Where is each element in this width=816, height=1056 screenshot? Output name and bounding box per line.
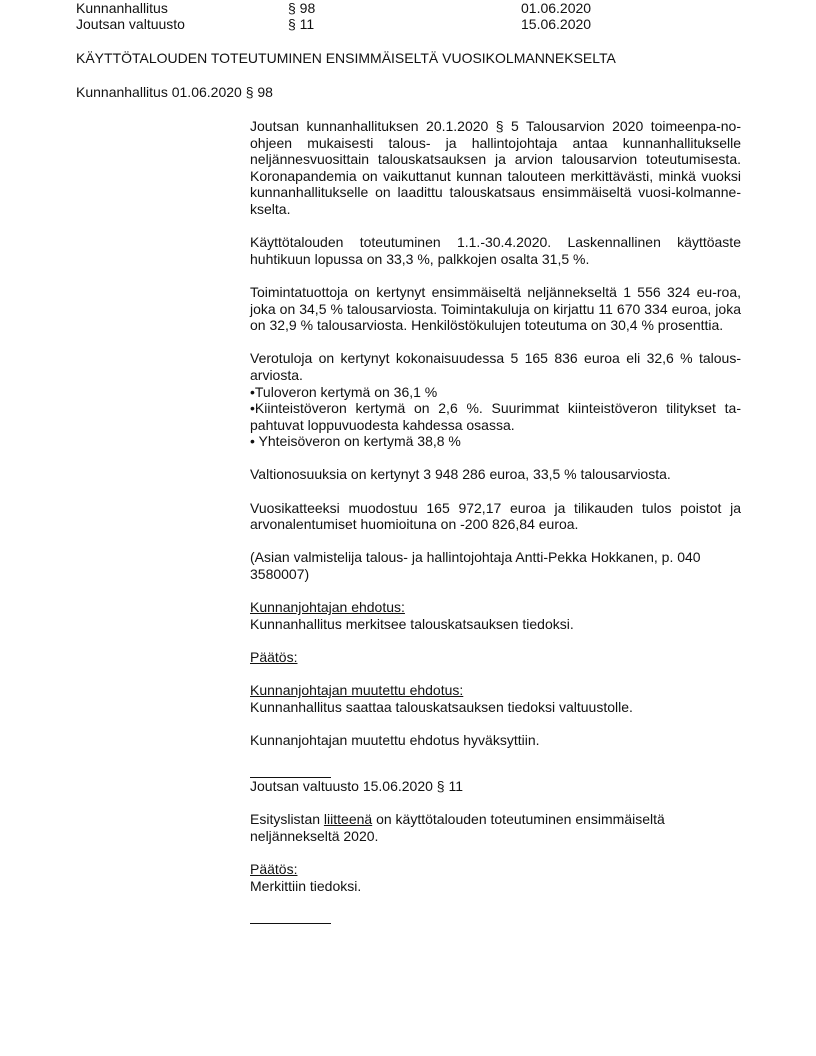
header-body: Kunnanhallitus — [76, 0, 168, 16]
council-decision-text: Merkittiin tiedoksi. — [250, 877, 362, 894]
meeting-line: Kunnanhallitus 01.06.2020 § 98 — [76, 84, 273, 100]
paragraph: Toimintatuottoja on kertynyt ensimmäiseltä neljännekseltä 1 556 324 eu-roa, joka on 34,5 % talousarviosta. Toimintakuluja on kirjattu 11 670 334 euroa, joka on 32,9 % talousarviosta. Henkilöstökulujen toteutuma on 30,4 % prosenttia. — [250, 283, 741, 334]
header-section: § 98 — [288, 0, 316, 16]
council-decision-heading: Päätös: — [250, 861, 298, 878]
header-date: 15.06.2020 — [521, 16, 592, 32]
proposal-heading: Kunnanjohtajan ehdotus: — [250, 599, 405, 616]
council-meeting-line: Joutsan valtuusto 15.06.2020 § 11 — [250, 778, 464, 795]
bullet-item: •Kiinteistöveron kertymä on 2,6 %. Suurimmat kiinteistöveron tilitykset ta-pahtuvat loppuvuodesta kahdessa osassa. — [250, 400, 741, 433]
proposal-accepted: Kunnanjohtajan muutettu ehdotus hyväksyttiin. — [250, 731, 540, 748]
paragraph: Verotuloja on kertynyt kokonaisuudessa 5 165 836 euroa eli 32,6 % talous-arviosta. — [250, 350, 741, 383]
header-row — [76, 0, 776, 17]
paragraph: Valtionosuuksia on kertynyt 3 948 286 euroa, 33,5 % talousarviosta. — [250, 466, 671, 483]
bullet-item: •Tuloveron kertymä on 36,1 % — [250, 383, 438, 400]
attachment-paragraph — [250, 811, 690, 844]
header-body: Joutsan valtuusto — [76, 16, 185, 32]
attachment-text: on käyttötalouden toteutuminen ensimmäiseltä neljännekseltä 2020. — [250, 811, 665, 844]
paragraph: Vuosikatteeksi muodostuu 165 972,17 euroa ja tilikauden tulos poistot ja arvonalentumiset huomioituna on -200 826,84 euroa. — [250, 499, 741, 533]
header-date: 01.06.2020 — [521, 0, 592, 16]
decision-heading: Päätös: — [250, 649, 298, 665]
bullet-item: • Yhteisöveron on kertymä 38,8 % — [250, 433, 461, 450]
header-row — [76, 16, 776, 33]
header-section: § 11 — [288, 16, 315, 32]
attachment-text: Esityslistan — [250, 811, 324, 828]
attachment-link[interactable]: liitteenä — [323, 811, 373, 828]
paragraph: (Asian valmistelija talous- ja hallintojohtaja Antti-Pekka Hokkanen, p. 040 3580007) — [250, 549, 701, 583]
separator-line — [250, 765, 331, 778]
paragraph: Käyttötalouden toteutuminen 1.1.-30.4.2020. Laskennallinen käyttöaste huhtikuun lopussa on 33,3 %, palkkojen osalta 31,5 %. — [250, 234, 741, 267]
proposal-text: Kunnanhallitus merkitsee talouskatsauksen tiedoksi. — [250, 615, 574, 632]
separator-line — [250, 911, 331, 924]
modified-proposal-text: Kunnanhallitus saattaa talouskatsauksen tiedoksi valtuustolle. — [250, 698, 633, 715]
document-body — [250, 118, 741, 924]
document-title: KÄYTTÖTALOUDEN TOTEUTUMINEN ENSIMMÄISELTÄ VUOSIKOLMANNEKSELTA — [76, 50, 616, 66]
modified-proposal-heading: Kunnanjohtajan muutettu ehdotus: — [250, 682, 464, 699]
paragraph: Joutsan kunnanhallituksen 20.1.2020 § 5 Talousarvion 2020 toimeenpa-no-ohjeen mukaisesti talous- ja hallintojohtaja antaa kunnanhallitukselle neljännesvuosittain talouskatsauksen ja arvion talousarvion toteutumisesta. Koronapandemia on vaikuttanut kunnan talouteen merkittävästi, minkä vuoksi kunnanhallitukselle on laadittu talouskatsaus ensimmäiseltä vuosi-kolmannekselta. — [250, 118, 741, 217]
